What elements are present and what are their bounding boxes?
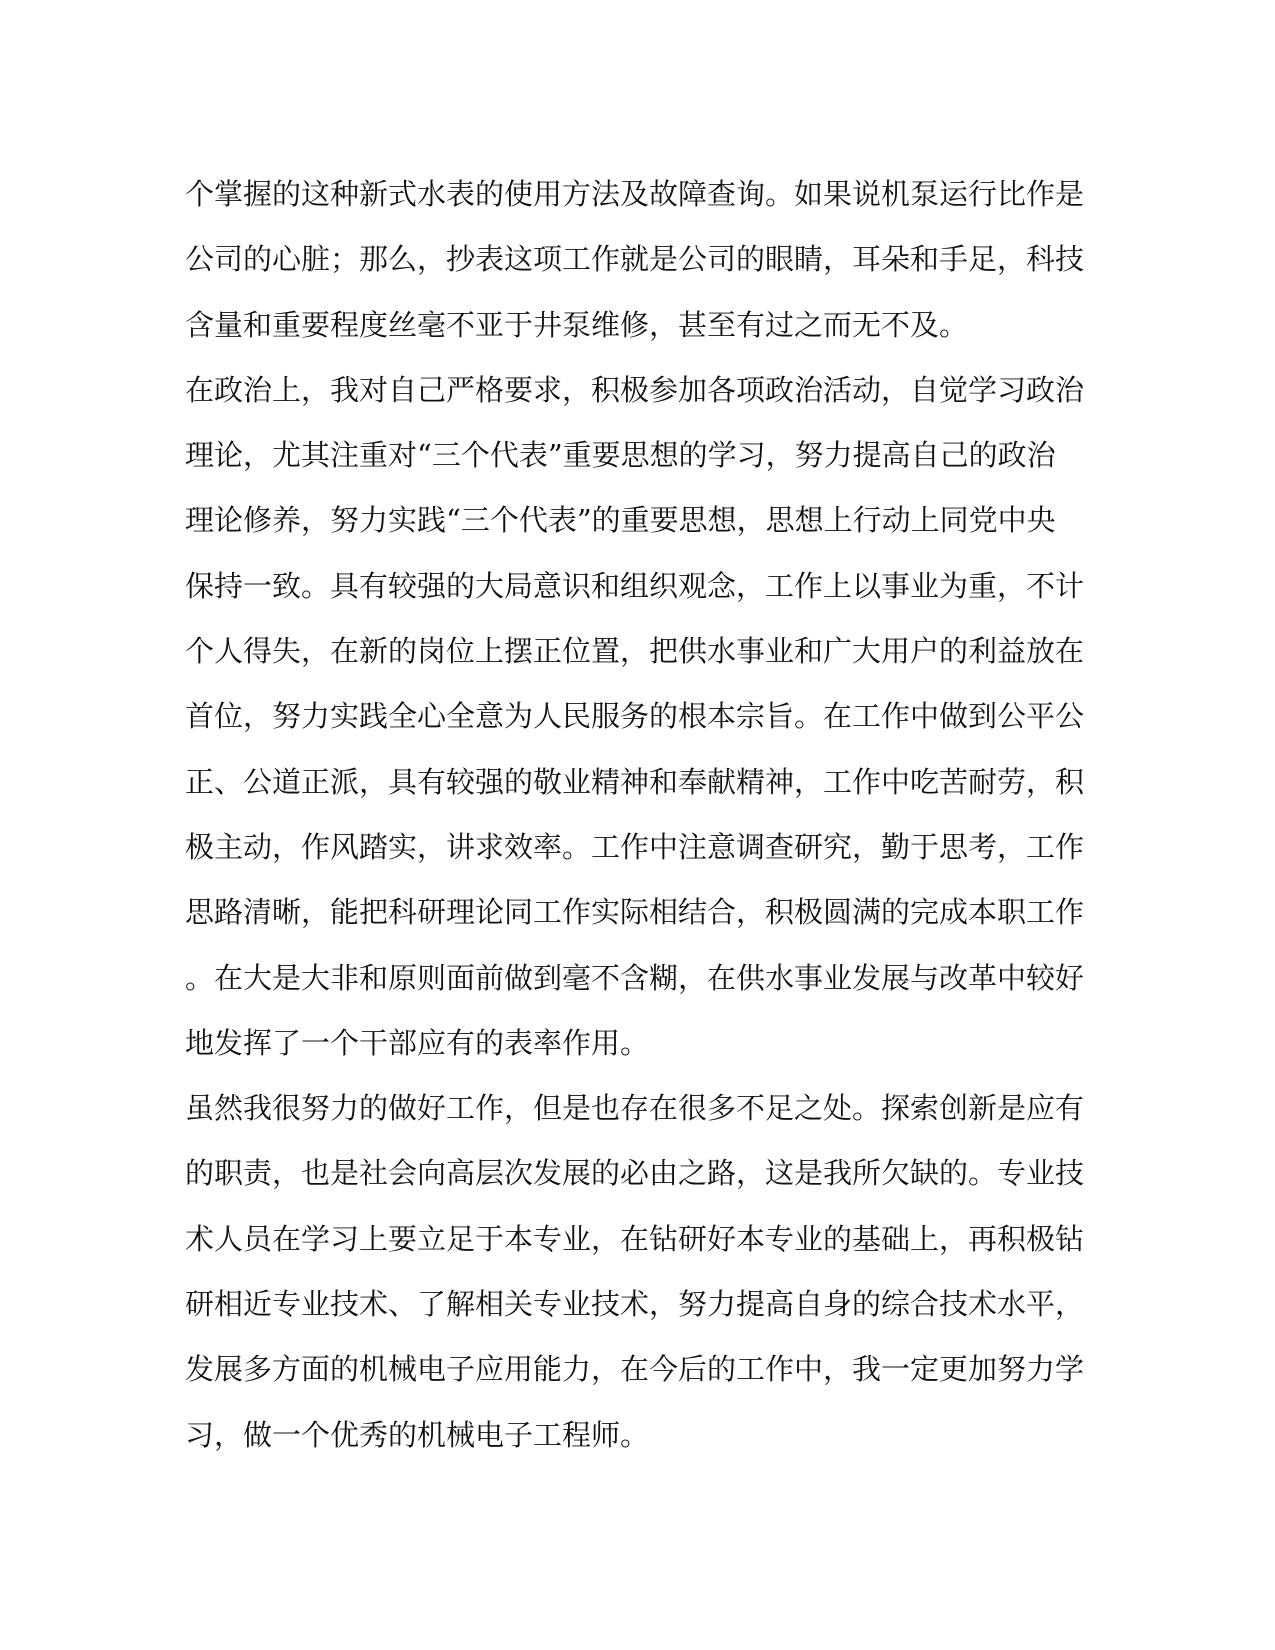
text-line: 理论修养，努力实践“三个代表”的重要思想，思想上行动上同党中央	[185, 503, 1056, 538]
text-line: 在政治上，我对自己严格要求，积极参加各项政治活动，自觉学习政治	[185, 372, 1085, 407]
body-text	[185, 162, 1090, 1468]
text-line: 个掌握的这种新式水表的使用方法及故障查询。如果说机泵运行比作是	[185, 177, 1085, 211]
text-line: 习，做一个优秀的机械电子工程师。	[185, 1417, 650, 1452]
text-line: 首位，努力实践全心全意为人民服务的根本宗旨。在工作中做到公平公	[185, 699, 1085, 734]
text-line: 研相近专业技术、了解相关专业技术，努力提高自身的综合技术水平，	[185, 1287, 1085, 1322]
text-line: 理论，尤其注重对“三个代表”重要思想的学习，努力提高自己的政治	[185, 438, 1056, 473]
text-line: 公司的心脏；那么，抄表这项工作就是公司的眼睛，耳朵和手足，科技	[185, 242, 1085, 277]
text-line: 。在大是大非和原则面前做到毫不含糊，在供水事业发展与改革中较好	[185, 960, 1085, 995]
text-line: 地发挥了一个干部应有的表率作用。	[185, 1025, 650, 1060]
text-line: 术人员在学习上要立足于本专业，在钻研好本专业的基础上，再积极钻	[185, 1221, 1085, 1256]
text-line: 保持一致。具有较强的大局意识和组织观念，工作上以事业为重，不计	[185, 568, 1085, 603]
text-line: 个人得失，在新的岗位上摆正位置，把供水事业和广大用户的利益放在	[185, 634, 1085, 669]
text-line: 正、公道正派，具有较强的敬业精神和奉献精神，工作中吃苦耐劳，积	[185, 764, 1085, 799]
text-line: 虽然我很努力的做好工作，但是也存在很多不足之处。探索创新是应有	[185, 1091, 1085, 1126]
text-line: 极主动，作风踏实，讲求效率。工作中注意调查研究，勤于思考，工作	[185, 829, 1085, 864]
text-line: 发展多方面的机械电子应用能力，在今后的工作中，我一定更加努力学	[185, 1352, 1085, 1387]
text-line: 思路清晰，能把科研理论同工作实际相结合，积极圆满的完成本职工作	[185, 895, 1085, 930]
text-line: 含量和重要程度丝毫不亚于井泵维修，甚至有过之而无不及。	[185, 307, 969, 342]
text-line: 的职责，也是社会向高层次发展的必由之路，这是我所欠缺的。专业技	[185, 1156, 1085, 1191]
